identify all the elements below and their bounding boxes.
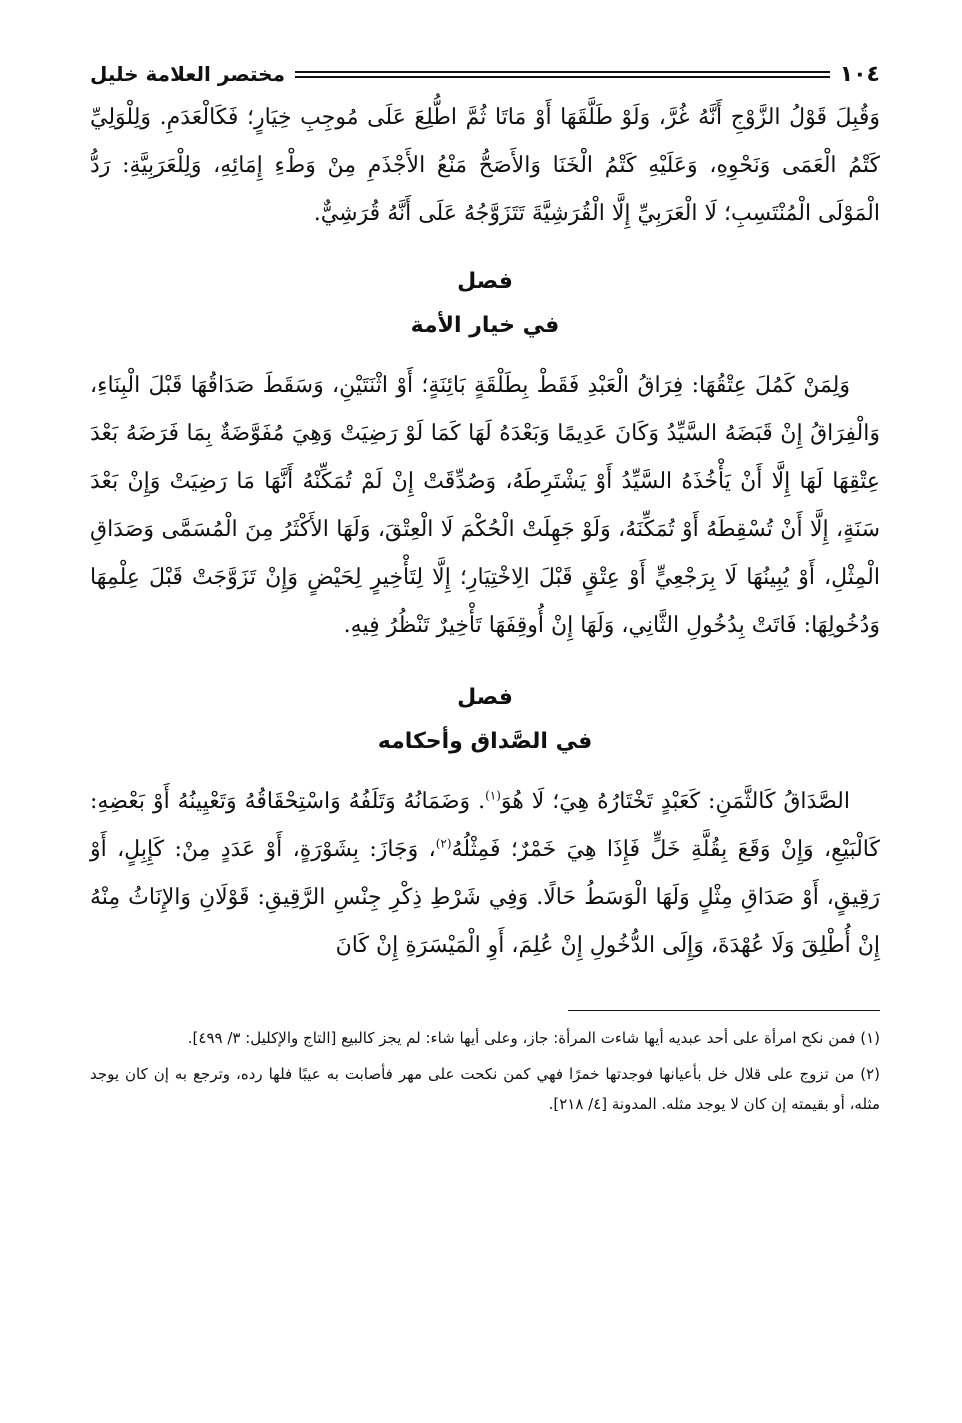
header-rule: [295, 71, 830, 78]
page-header: [90, 54, 880, 94]
book-page: [90, 54, 880, 1125]
footnote-ref-2[interactable]: (٢): [435, 836, 452, 851]
section1-label: فصل: [457, 269, 513, 294]
intro-paragraph: وَقُبِلَ قَوْلُ الزَّوْجِ أَنَّهُ غُرَّ، وَلَوْ طَلَّقَهَا أَوْ مَاتَا ثُمَّ اطُّلِعَ عَلَى مُوجِبِ خِيَارٍ؛ فَكَالْعَدَمِ. وَلِلْوَلِيِّ كَتْمُ الْعَمَى وَنَحْوِهِ، وَعَلَيْهِ كَتْمُ الْخَنَا وَالأَصَحُّ مَنْعُ الأَجْذَمِ مِنْ وَطْءِ إِمَائِهِ، وَلِلْعَرَبِيَّةِ: رَدُّ الْمَوْلَى الْمُنْتَسِبِ؛ لَا الْعَرَبِيِّ إِلَّا الْقُرَشِيَّةَ تَتَزَوَّجُهُ عَلَى أَنَّهُ قُرَشِيٌّ.: [90, 105, 880, 226]
page-number: ١٠٤: [839, 61, 880, 87]
section2-paragraph: [90, 778, 880, 970]
footnote-separator: [568, 1010, 880, 1011]
footnote-2: (٢) من تزوج على قلال خل بأعيانها فوجدتها خمرًا فهي كمن نكحت على مهر فأصابت به عيبًا فلها رده، وترجع به إن كان يوجد مثله، أو بقيمته إن كان لا يوجد مثله. المدونة [٤/ ٢١٨].: [90, 1065, 880, 1113]
section1-title: في خيار الأمة: [410, 313, 560, 338]
section2-text-part1: الصَّدَاقُ كَالثَّمَنِ: كَعَبْدٍ تَخْتَارُهُ هِيَ؛ لَا هُوَ: [500, 789, 850, 814]
footnote-ref-1[interactable]: (١): [485, 788, 501, 803]
running-title: مختصر العلامة خليل: [90, 62, 285, 86]
footnote-1: (١) فمن نكح امرأة على أحد عبديه أيها شاءت المرأة: جاز، وعلى أيها شاء: لم يجز كالبيع [التاج والإكليل: ٣/ ٤٩٩].: [187, 1029, 880, 1047]
section2-title: في الصَّداق وأحكامه: [377, 729, 593, 754]
section2-text-part3: ، وَجَازَ: بِشَوْرَةٍ، أَوْ عَدَدٍ مِنْ: كَإِبِلٍ، أَوْ رَقِيقٍ، أَوْ صَدَاقِ مِثْلٍ وَلَهَا الْوَسَطُ حَالًا. وَفِي شَرْطِ ذِكْرِ جِنْسِ الرَّقِيقِ: قَوْلَانِ وَالإِنَاثُ مِنْهُ إِنْ أُطْلِقَ وَلَا عُهْدَةَ، وَإِلَى الدُّخُولِ إِنْ عُلِمَ، أَوِ الْمَيْسَرَةِ إِنْ كَانَ: [90, 837, 880, 958]
section1-paragraph: وَلِمَنْ كَمُلَ عِتْقُهَا: فِرَاقُ الْعَبْدِ فَقَطْ بِطَلْقَةٍ بَائِنَةٍ؛ أَوْ اثْنَتَيْنِ، وَسَقَطَ صَدَاقُهَا قَبْلَ الْبِنَاءِ، وَالْفِرَاقُ إِنْ قَبَضَهُ السَّيِّدُ وَكَانَ عَدِيمًا وَبَعْدَهُ لَهَا كَمَا لَوْ رَضِيَتْ وَهِيَ مُفَوَّضَةٌ بِمَا فَرَضَهُ بَعْدَ عِتْقِهَا لَهَا إِلَّا أَنْ يَأْخُذَهُ السَّيِّدُ أَوْ يَشْتَرِطَهُ، وَصُدِّقَتْ إِنْ لَمْ تُمَكِّنْهُ أَنَّهَا مَا رَضِيَتْ وَإِنْ بَعْدَ سَنَةٍ، إِلَّا أَنْ تُسْقِطَهُ أَوْ تُمَكِّنَهُ، وَلَوْ جَهِلَتْ الْحُكْمَ لَا الْعِتْقَ، وَلَهَا الأَكْثَرُ مِنَ الْمُسَمَّى وَصَدَاقِ الْمِثْلِ، أَوْ يُبِينُهَا لَا بِرَجْعِيٍّ أَوْ عِتْقٍ قَبْلَ الِاخْتِيَارِ؛ إِلَّا لِتَأْخِيرٍ لِحَيْضٍ وَإِنْ تَزَوَّجَتْ قَبْلَ عِلْمِهَا وَدُخُولِهَا: فَاتَتْ بِدُخُولِ الثَّانِي، وَلَهَا إِنْ أُوقِفَهَا تَأْخِيرٌ تَنْظُرُ فِيهِ.: [90, 373, 880, 638]
section2-text-part2: . وَضَمَانُهُ وَتَلَفُهُ وَاسْتِحْقَاقُهُ وَتَعْيِينُهُ أَوْ بَعْضِهِ: كَالْبَيْعِ، وَإِنْ وَقَعَ بِقُلَّةِ خَلٍّ فَإِذَا هِيَ خَمْرٌ؛ فَمِثْلُهُ: [90, 789, 880, 862]
section2-label: فصل: [457, 685, 513, 710]
